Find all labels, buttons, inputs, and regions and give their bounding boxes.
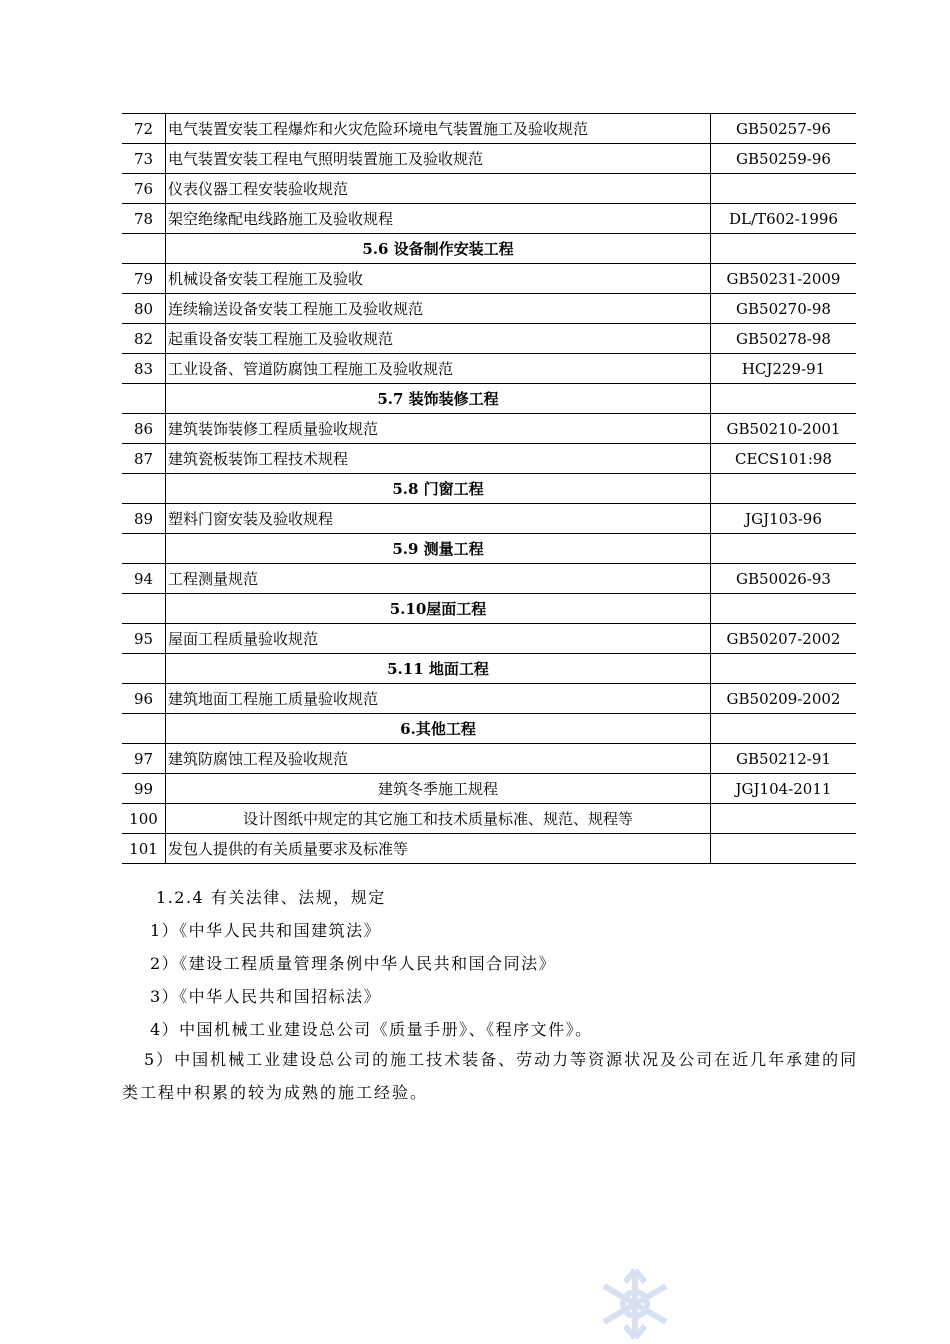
standard-code: CECS101:98 xyxy=(711,444,857,474)
row-number: 101 xyxy=(122,834,166,864)
standards-table xyxy=(122,113,856,864)
standard-code: GB50231-2009 xyxy=(711,264,857,294)
standard-name: 仪表仪器工程安装验收规范 xyxy=(166,174,711,204)
law-item-5: 5）中国机械工业建设总公司的施工技术装备、劳动力等资源状况及公司在近几年承建的同类工程中积累的较为成熟的施工经验。 xyxy=(122,1050,859,1102)
row-number: 73 xyxy=(122,144,166,174)
row-number-cell xyxy=(122,384,166,414)
row-number: 96 xyxy=(122,684,166,714)
row-number: 82 xyxy=(122,324,166,354)
standard-code-cell xyxy=(711,234,857,264)
law-item-1: 1）《中华人民共和国建筑法》 xyxy=(150,921,382,940)
section-title: 5.11 地面工程 xyxy=(166,654,711,684)
row-number-cell xyxy=(122,234,166,264)
table-row xyxy=(122,564,856,594)
table-row xyxy=(122,204,856,234)
section-row xyxy=(122,654,856,684)
section-title: 5.6 设备制作安装工程 xyxy=(166,234,711,264)
standard-code: GB50207-2002 xyxy=(711,624,857,654)
table-row xyxy=(122,294,856,324)
table-row xyxy=(122,174,856,204)
row-number-cell xyxy=(122,474,166,504)
standard-code: GB50209-2002 xyxy=(711,684,857,714)
row-number-cell xyxy=(122,654,166,684)
section-row xyxy=(122,474,856,504)
standard-code-cell xyxy=(711,714,857,744)
standard-name: 起重设备安装工程施工及验收规范 xyxy=(166,324,711,354)
standard-name: 建筑瓷板装饰工程技术规程 xyxy=(166,444,711,474)
standard-name: 电气装置安装工程电气照明装置施工及验收规范 xyxy=(166,144,711,174)
standard-code: JGJ103-96 xyxy=(711,504,857,534)
section-row xyxy=(122,234,856,264)
standard-code xyxy=(711,804,857,834)
row-number: 72 xyxy=(122,114,166,144)
standard-name: 发包人提供的有关质量要求及标准等 xyxy=(166,834,711,864)
standard-code-cell xyxy=(711,594,857,624)
section-row xyxy=(122,594,856,624)
row-number-cell xyxy=(122,534,166,564)
row-number: 87 xyxy=(122,444,166,474)
table-row xyxy=(122,684,856,714)
row-number: 80 xyxy=(122,294,166,324)
row-number-cell xyxy=(122,594,166,624)
row-number: 89 xyxy=(122,504,166,534)
row-number-cell xyxy=(122,714,166,744)
standard-code: GB50212-91 xyxy=(711,744,857,774)
row-number: 76 xyxy=(122,174,166,204)
standard-code-cell xyxy=(711,384,857,414)
table-row xyxy=(122,804,856,834)
standard-code: HCJ229-91 xyxy=(711,354,857,384)
section-title: 5.8 门窗工程 xyxy=(166,474,711,504)
table-row xyxy=(122,444,856,474)
law-item-3: 3）《中华人民共和国招标法》 xyxy=(150,987,382,1006)
table-row xyxy=(122,264,856,294)
standard-code xyxy=(711,174,857,204)
standard-code-cell xyxy=(711,534,857,564)
row-number: 94 xyxy=(122,564,166,594)
standard-name: 电气装置安装工程爆炸和火灾危险环境电气装置施工及验收规范 xyxy=(166,114,711,144)
standard-name: 架空绝缘配电线路施工及验收规程 xyxy=(166,204,711,234)
standard-code: GB50278-98 xyxy=(711,324,857,354)
row-number: 95 xyxy=(122,624,166,654)
table-row xyxy=(122,114,856,144)
table-row xyxy=(122,624,856,654)
standard-name: 建筑冬季施工规程 xyxy=(166,774,711,804)
standard-name: 建筑防腐蚀工程及验收规范 xyxy=(166,744,711,774)
standard-name: 工业设备、管道防腐蚀工程施工及验收规范 xyxy=(166,354,711,384)
standard-name: 屋面工程质量验收规范 xyxy=(166,624,711,654)
table-row xyxy=(122,354,856,384)
law-item-4: 4）中国机械工业建设总公司《质量手册》、《程序文件》。 xyxy=(150,1020,593,1039)
standard-name: 塑料门窗安装及验收规程 xyxy=(166,504,711,534)
section-title: 5.7 装饰装修工程 xyxy=(166,384,711,414)
table-row xyxy=(122,504,856,534)
section-title: 5.10屋面工程 xyxy=(166,594,711,624)
section-row xyxy=(122,714,856,744)
row-number: 83 xyxy=(122,354,166,384)
row-number: 97 xyxy=(122,744,166,774)
row-number: 99 xyxy=(122,774,166,804)
table-row xyxy=(122,414,856,444)
standard-name: 建筑地面工程施工质量验收规范 xyxy=(166,684,711,714)
standard-code: GB50210-2001 xyxy=(711,414,857,444)
standard-name: 机械设备安装工程施工及验收 xyxy=(166,264,711,294)
law-item-2: 2）《建设工程质量管理条例中华人民共和国合同法》 xyxy=(150,954,557,973)
section-title: 6.其他工程 xyxy=(166,714,711,744)
table-row xyxy=(122,144,856,174)
row-number: 79 xyxy=(122,264,166,294)
table-row xyxy=(122,324,856,354)
standard-code: GB50270-98 xyxy=(711,294,857,324)
standard-code xyxy=(711,834,857,864)
standard-code: GB50257-96 xyxy=(711,114,857,144)
section-row xyxy=(122,384,856,414)
standard-code: GB50259-96 xyxy=(711,144,857,174)
standard-code: DL/T602-1996 xyxy=(711,204,857,234)
standard-name: 工程测量规范 xyxy=(166,564,711,594)
standard-name: 设计图纸中规定的其它施工和技术质量标准、规范、规程等 xyxy=(166,804,711,834)
standard-code: JGJ104-2011 xyxy=(711,774,857,804)
snowflake-logo-icon xyxy=(592,1264,678,1344)
table-row xyxy=(122,774,856,804)
section-title: 5.9 测量工程 xyxy=(166,534,711,564)
section-heading-laws: 1.2.4 有关法律、法规，规定 xyxy=(156,888,386,907)
standard-code-cell xyxy=(711,474,857,504)
standard-name: 连续输送设备安装工程施工及验收规范 xyxy=(166,294,711,324)
row-number: 100 xyxy=(122,804,166,834)
standard-code-cell xyxy=(711,654,857,684)
table-row xyxy=(122,744,856,774)
standard-code: GB50026-93 xyxy=(711,564,857,594)
row-number: 86 xyxy=(122,414,166,444)
standard-name: 建筑装饰装修工程质量验收规范 xyxy=(166,414,711,444)
section-row xyxy=(122,534,856,564)
row-number: 78 xyxy=(122,204,166,234)
table-row xyxy=(122,834,856,864)
